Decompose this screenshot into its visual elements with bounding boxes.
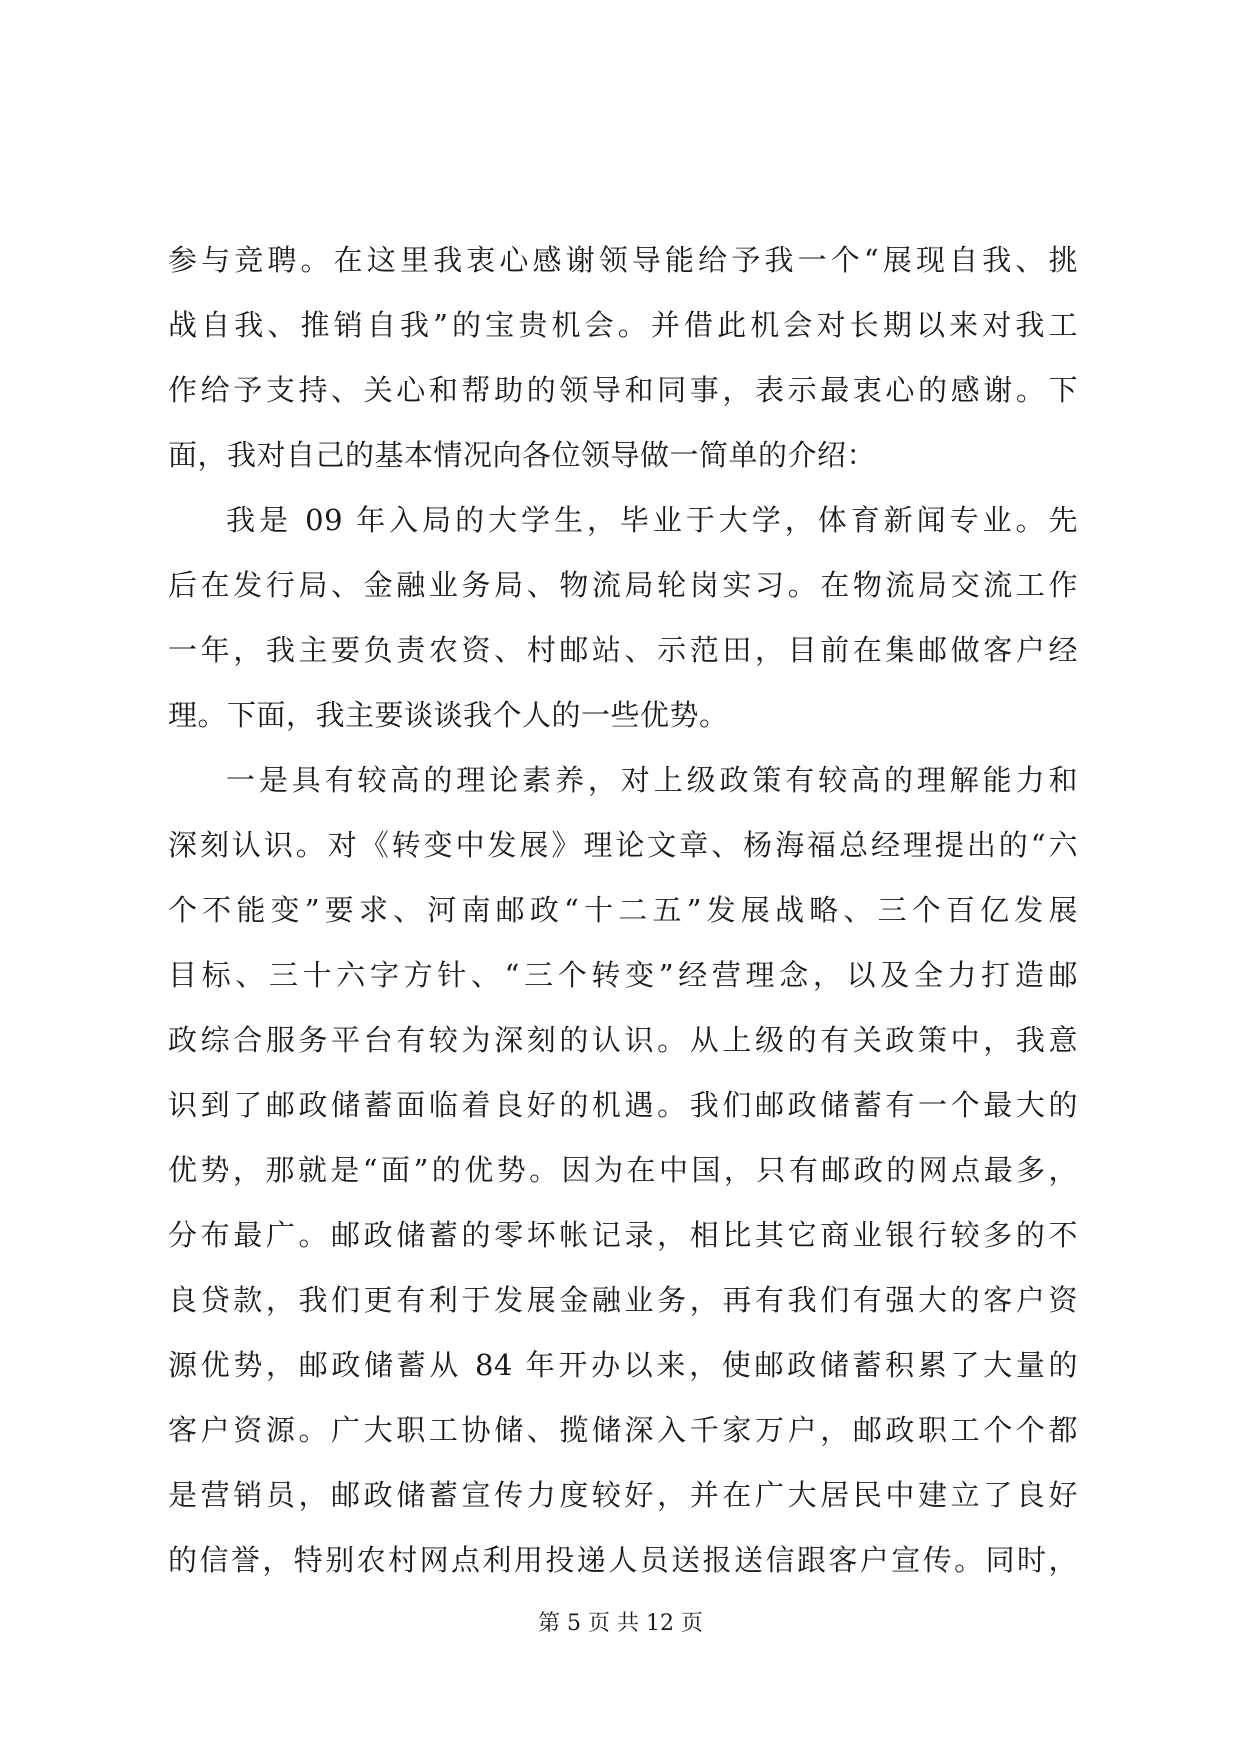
paragraph-3-line-5: 政综合服务平台有较为深刻的认识。从上级的有关政策中，我意	[168, 1023, 1078, 1057]
paragraph-3-line-4: 目标、三十六字方针、“三个转变”经营理念，以及全力打造邮	[168, 958, 1078, 992]
paragraph-2-line-4: 理。下面，我主要谈谈我个人的一些优势。	[168, 698, 729, 732]
paragraph-3-line-10: 源优势，邮政储蓄从 84 年开办以来，使邮政储蓄积累了大量的	[168, 1348, 1078, 1382]
paragraph-3-line-2: 深刻认识。对《转变中发展》理论文章、杨海福总经理提出的“六	[168, 828, 1078, 862]
paragraph-3-line-8: 分布最广。邮政储蓄的零坏帐记录，相比其它商业银行较多的不	[168, 1218, 1078, 1252]
paragraph-1-line-2: 战自我、推销自我”的宝贵机会。并借此机会对长期以来对我工	[168, 308, 1078, 342]
paragraph-1-line-1: 参与竞聘。在这里我衷心感谢领导能给予我一个“展现自我、挑	[168, 243, 1078, 277]
paragraph-2-line-1: 我是 09 年入局的大学生，毕业于大学，体育新闻专业。先	[226, 503, 1078, 537]
paragraph-3-line-12: 是营销员，邮政储蓄宣传力度较好，并在广大居民中建立了良好	[168, 1478, 1078, 1512]
paragraph-3-line-13: 的信誉，特别农村网点利用投递人员送报送信跟客户宣传。同时，	[168, 1543, 1078, 1577]
paragraph-3-line-6: 识到了邮政储蓄面临着良好的机遇。我们邮政储蓄有一个最大的	[168, 1088, 1078, 1122]
paragraph-2-line-2: 后在发行局、金融业务局、物流局轮岗实习。在物流局交流工作	[168, 568, 1078, 602]
paragraph-3-line-1: 一是具有较高的理论素养，对上级政策有较高的理解能力和	[226, 763, 1078, 797]
paragraph-1-line-4: 面，我对自己的基本情况向各位领导做一简单的介绍：	[168, 438, 877, 472]
paragraph-1-line-3: 作给予支持、关心和帮助的领导和同事，表示最衷心的感谢。下	[168, 373, 1078, 407]
paragraph-3-line-9: 良贷款，我们更有利于发展金融业务，再有我们有强大的客户资	[168, 1283, 1078, 1317]
page-number-footer: 第 5 页 共 12 页	[538, 1611, 703, 1636]
document-body	[168, 228, 1078, 1593]
paragraph-3-line-7: 优势，那就是“面”的优势。因为在中国，只有邮政的网点最多，	[168, 1153, 1078, 1187]
paragraph-3-line-3: 个不能变”要求、河南邮政“十二五”发展战略、三个百亿发展	[168, 893, 1078, 927]
paragraph-3-line-11: 客户资源。广大职工协储、揽储深入千家万户，邮政职工个个都	[168, 1413, 1078, 1447]
paragraph-2-line-3: 一年，我主要负责农资、村邮站、示范田，目前在集邮做客户经	[168, 633, 1078, 667]
